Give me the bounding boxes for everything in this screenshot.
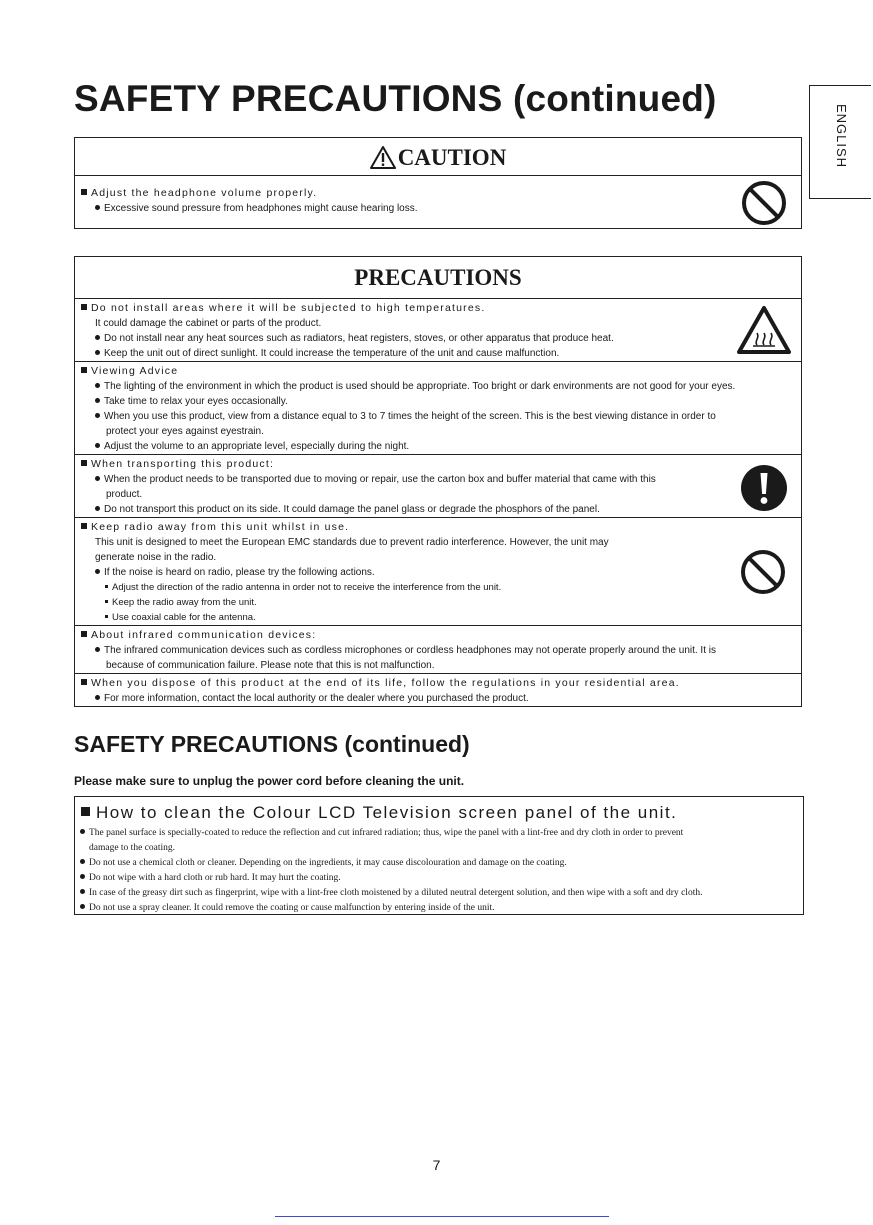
bullet-icon	[95, 506, 100, 511]
page-title: SAFETY PRECAUTIONS (continued)	[74, 78, 717, 119]
list-item: Do not use a spray cleaner. It could remove the coating or cause malfunction by entering inside of the unit.	[75, 901, 803, 916]
precaution-section-radio	[75, 518, 801, 626]
bullet-icon	[95, 350, 100, 355]
bullet-icon	[95, 205, 100, 210]
list-item: Do not wipe with a hard cloth or rub hard. It may hurt the coating.	[75, 871, 803, 886]
bullet-icon	[80, 829, 85, 834]
section-heading: Viewing Advice	[75, 364, 801, 379]
mandatory-exclamation-icon	[740, 464, 788, 512]
sub-list-item: Use coaxial cable for the antenna.	[75, 610, 801, 625]
section-heading: When transporting this product:	[75, 457, 801, 472]
section-text: This unit is designed to meet the European EMC standards due to prevent radio interference. However, the unit may	[95, 537, 609, 548]
section-text: generate noise in the radio.	[95, 552, 217, 563]
warning-triangle-icon	[370, 145, 396, 169]
bullet-icon	[95, 443, 100, 448]
list-item: Take time to relax your eyes occasionally.	[75, 394, 801, 409]
cleaning-box	[74, 796, 804, 915]
square-bullet-icon	[81, 367, 87, 373]
list-item: When the product needs to be transported due to moving or repair, use the carton box and buffer material that came with this	[75, 472, 801, 487]
caution-header	[75, 138, 801, 176]
footer-rule	[275, 1216, 609, 1217]
precautions-box	[74, 256, 802, 707]
list-item-continuation: because of communication failure. Please note that this is not malfunction.	[106, 660, 435, 671]
page-number: 7	[432, 1157, 441, 1173]
square-bullet-icon	[81, 679, 87, 685]
square-bullet-icon	[81, 189, 87, 195]
bullet-icon	[95, 413, 100, 418]
list-item: When you use this product, view from a distance equal to 3 to 7 times the height of the screen. This is the best viewing distance in order to	[75, 409, 801, 424]
list-item: For more information, contact the local authority or the dealer where you purchased the product.	[75, 691, 801, 706]
bullet-icon	[80, 859, 85, 864]
bullet-icon	[95, 383, 100, 388]
precautions-header: PRECAUTIONS	[75, 257, 801, 299]
precaution-section-viewing	[75, 362, 801, 455]
list-item-continuation: product.	[106, 489, 143, 500]
list-item: The lighting of the environment in which the product is used should be appropriate. Too bright or dark environments are not good for your eyes.	[75, 379, 801, 394]
bullet-icon	[80, 904, 85, 909]
caution-item: Excessive sound pressure from headphones might cause hearing loss.	[75, 201, 801, 216]
precaution-section-temperature	[75, 299, 801, 362]
caution-heading: Adjust the headphone volume properly.	[75, 186, 801, 201]
unplug-notice: Please make sure to unplug the power cord before cleaning the unit.	[74, 774, 465, 788]
bullet-icon	[95, 695, 100, 700]
bullet-icon	[95, 569, 100, 574]
square-bullet-icon	[81, 523, 87, 529]
list-item: The infrared communication devices such as cordless microphones or cordless headphones may not operate properly around the unit. It is	[75, 643, 801, 658]
prohibition-icon	[741, 180, 787, 226]
list-item: In case of the greasy dirt such as fingerprint, wipe with a lint-free cloth moistened by a diluted neutral detergent solution, and then wipe with a soft and dry cloth.	[75, 886, 803, 901]
section-heading: Do not install areas where it will be subjected to high temperatures.	[75, 301, 801, 316]
caution-title: CAUTION	[397, 145, 507, 170]
list-item-continuation: protect your eyes against eyestrain.	[106, 426, 264, 437]
prohibition-icon	[740, 549, 786, 595]
section-text: It could damage the cabinet or parts of the product.	[95, 318, 322, 329]
list-item: Adjust the volume to an appropriate level, especially during the night.	[75, 439, 801, 454]
section-heading: When you dispose of this product at the end of its life, follow the regulations in your residential area.	[75, 676, 801, 691]
list-item: The panel surface is specially-coated to reduce the reflection and cut infrared radiation; thus, wipe the panel with a lint-free and dry cloth in order to prevent	[75, 826, 803, 841]
precaution-section-disposal	[75, 674, 801, 708]
bullet-icon	[95, 335, 100, 340]
bullet-icon	[95, 398, 100, 403]
sub-list-item: Adjust the direction of the radio antenna in order not to receive the interference from the unit.	[75, 580, 801, 595]
square-bullet-icon	[81, 807, 90, 816]
list-item: Do not install near any heat sources such as radiators, heat registers, stoves, or other apparatus that produce heat.	[75, 331, 801, 346]
hot-surface-warning-icon	[737, 305, 791, 355]
cleaning-heading: How to clean the Colour LCD Television screen panel of the unit.	[75, 797, 803, 826]
language-tab-label: ENGLISH	[834, 104, 849, 169]
list-item: Do not transport this product on its side. It could damage the panel glass or degrade the phosphors of the panel.	[75, 502, 801, 517]
list-item: Keep the unit out of direct sunlight. It could increase the temperature of the unit and cause malfunction.	[75, 346, 801, 361]
bullet-icon	[95, 647, 100, 652]
precaution-section-infrared	[75, 626, 801, 674]
small-bullet-icon	[105, 585, 108, 588]
list-item: If the noise is heard on radio, please try the following actions.	[75, 565, 801, 580]
small-bullet-icon	[105, 615, 108, 618]
caution-box	[74, 137, 802, 229]
section-heading: Keep radio away from this unit whilst in use.	[75, 520, 801, 535]
bullet-icon	[80, 874, 85, 879]
square-bullet-icon	[81, 631, 87, 637]
bullet-icon	[95, 476, 100, 481]
section-heading: About infrared communication devices:	[75, 628, 801, 643]
language-tab	[809, 85, 871, 199]
small-bullet-icon	[105, 600, 108, 603]
list-item: Do not use a chemical cloth or cleaner. Depending on the ingredients, it may cause discolouration and damage on the coating.	[75, 856, 803, 871]
sub-list-item: Keep the radio away from the unit.	[75, 595, 801, 610]
section-title: SAFETY PRECAUTIONS (continued)	[74, 731, 470, 757]
bullet-icon	[80, 889, 85, 894]
precaution-section-transport	[75, 455, 801, 518]
list-item-continuation: damage to the coating.	[89, 843, 175, 853]
square-bullet-icon	[81, 304, 87, 310]
square-bullet-icon	[81, 460, 87, 466]
